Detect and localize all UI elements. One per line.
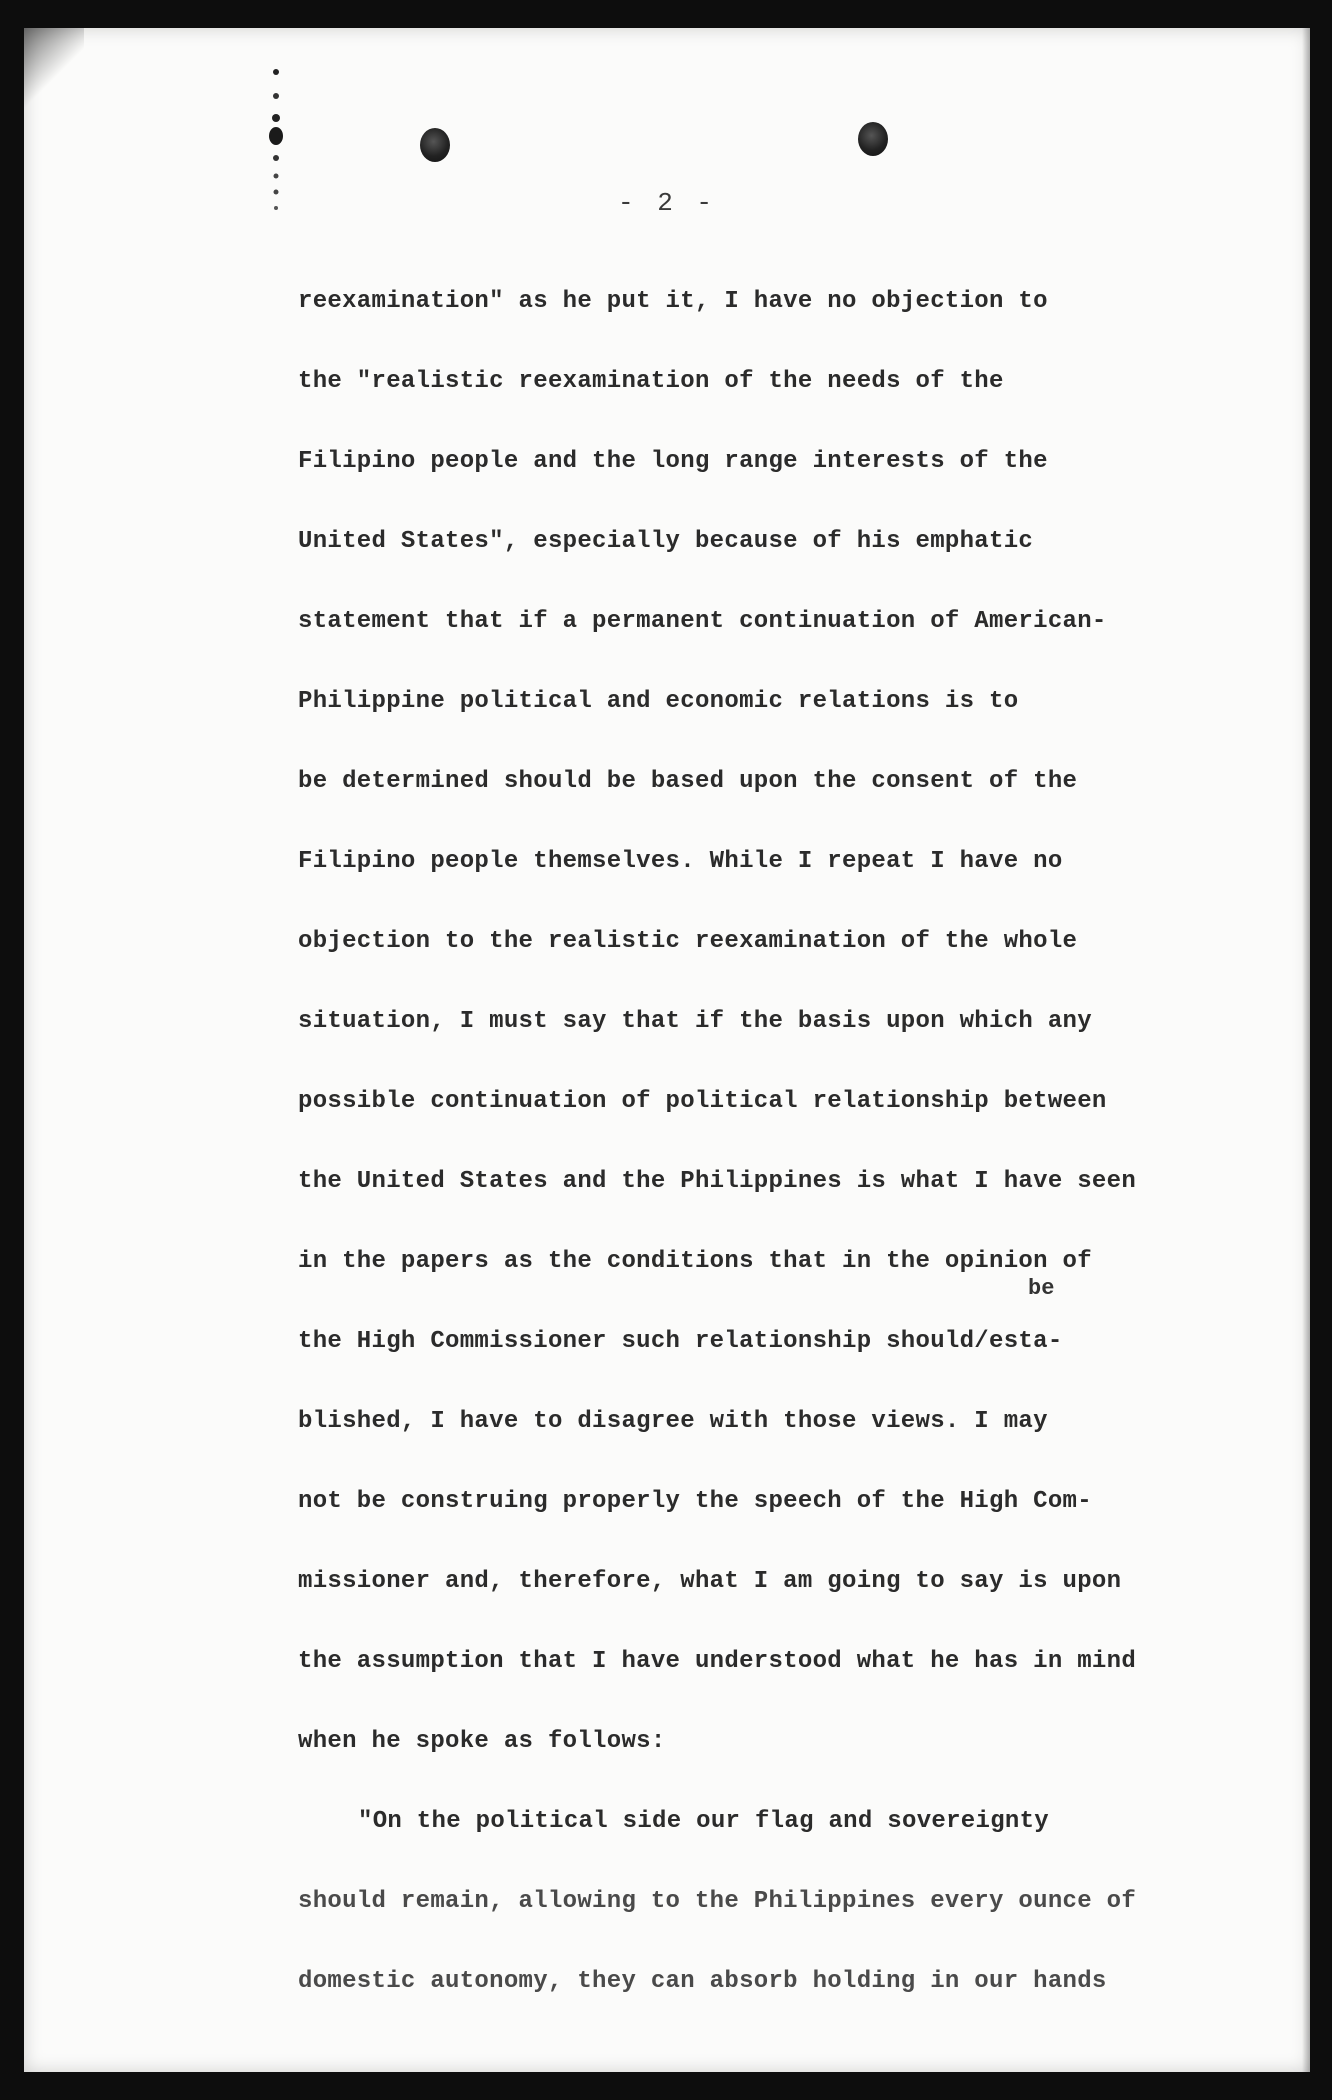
page-edge-shadow bbox=[1302, 28, 1310, 2072]
quote-line: "On the political side our flag and sovereignty bbox=[358, 1808, 1050, 1835]
text-line: objection to the realistic reexamination of the whole bbox=[298, 928, 1078, 955]
text-line: Filipino people themselves. While I repeat I have no bbox=[298, 848, 1063, 875]
typed-body-text bbox=[298, 282, 1258, 2042]
text-line: be determined should be based upon the consent of the bbox=[298, 768, 1078, 795]
text-line: the "realistic reexamination of the needs of the bbox=[298, 368, 1004, 395]
text-line: reexamination" as he put it, I have no objection to bbox=[298, 288, 1048, 315]
quote-line: domestic autonomy, they can absorb holding in our hands bbox=[298, 1968, 1107, 1995]
punch-hole-right bbox=[858, 122, 888, 156]
text-line: the assumption that I have understood what he has in mind bbox=[298, 1648, 1137, 1675]
quote-line: should remain, allowing to the Philippines every ounce of bbox=[298, 1888, 1137, 1915]
text-line: Filipino people and the long range interests of the bbox=[298, 448, 1048, 475]
interlinear-insertion: be bbox=[1028, 1276, 1055, 1301]
text-line: the United States and the Philippines is what I have seen bbox=[298, 1168, 1137, 1195]
text-line: in the papers as the conditions that in the opinion of bbox=[298, 1248, 1092, 1275]
text-line: missioner and, therefore, what I am going to say is upon bbox=[298, 1568, 1122, 1595]
text-line: the High Commissioner such relationship should/esta- bbox=[298, 1328, 1063, 1355]
text-line: not be construing properly the speech of the High Com- bbox=[298, 1488, 1092, 1515]
text-line: situation, I must say that if the basis upon which any bbox=[298, 1008, 1092, 1035]
text-line: statement that if a permanent continuation of American- bbox=[298, 608, 1107, 635]
scan-shadow bbox=[24, 28, 84, 148]
text-line: possible continuation of political relationship between bbox=[298, 1088, 1107, 1115]
punch-hole-left bbox=[420, 128, 450, 162]
text-line: blished, I have to disagree with those views. I may bbox=[298, 1408, 1048, 1435]
document-page bbox=[24, 28, 1310, 2072]
page-number: - 2 - bbox=[617, 188, 716, 218]
text-line: when he spoke as follows: bbox=[298, 1728, 666, 1755]
text-line: United States", especially because of his emphatic bbox=[298, 528, 1034, 555]
text-line: Philippine political and economic relations is to bbox=[298, 688, 1019, 715]
